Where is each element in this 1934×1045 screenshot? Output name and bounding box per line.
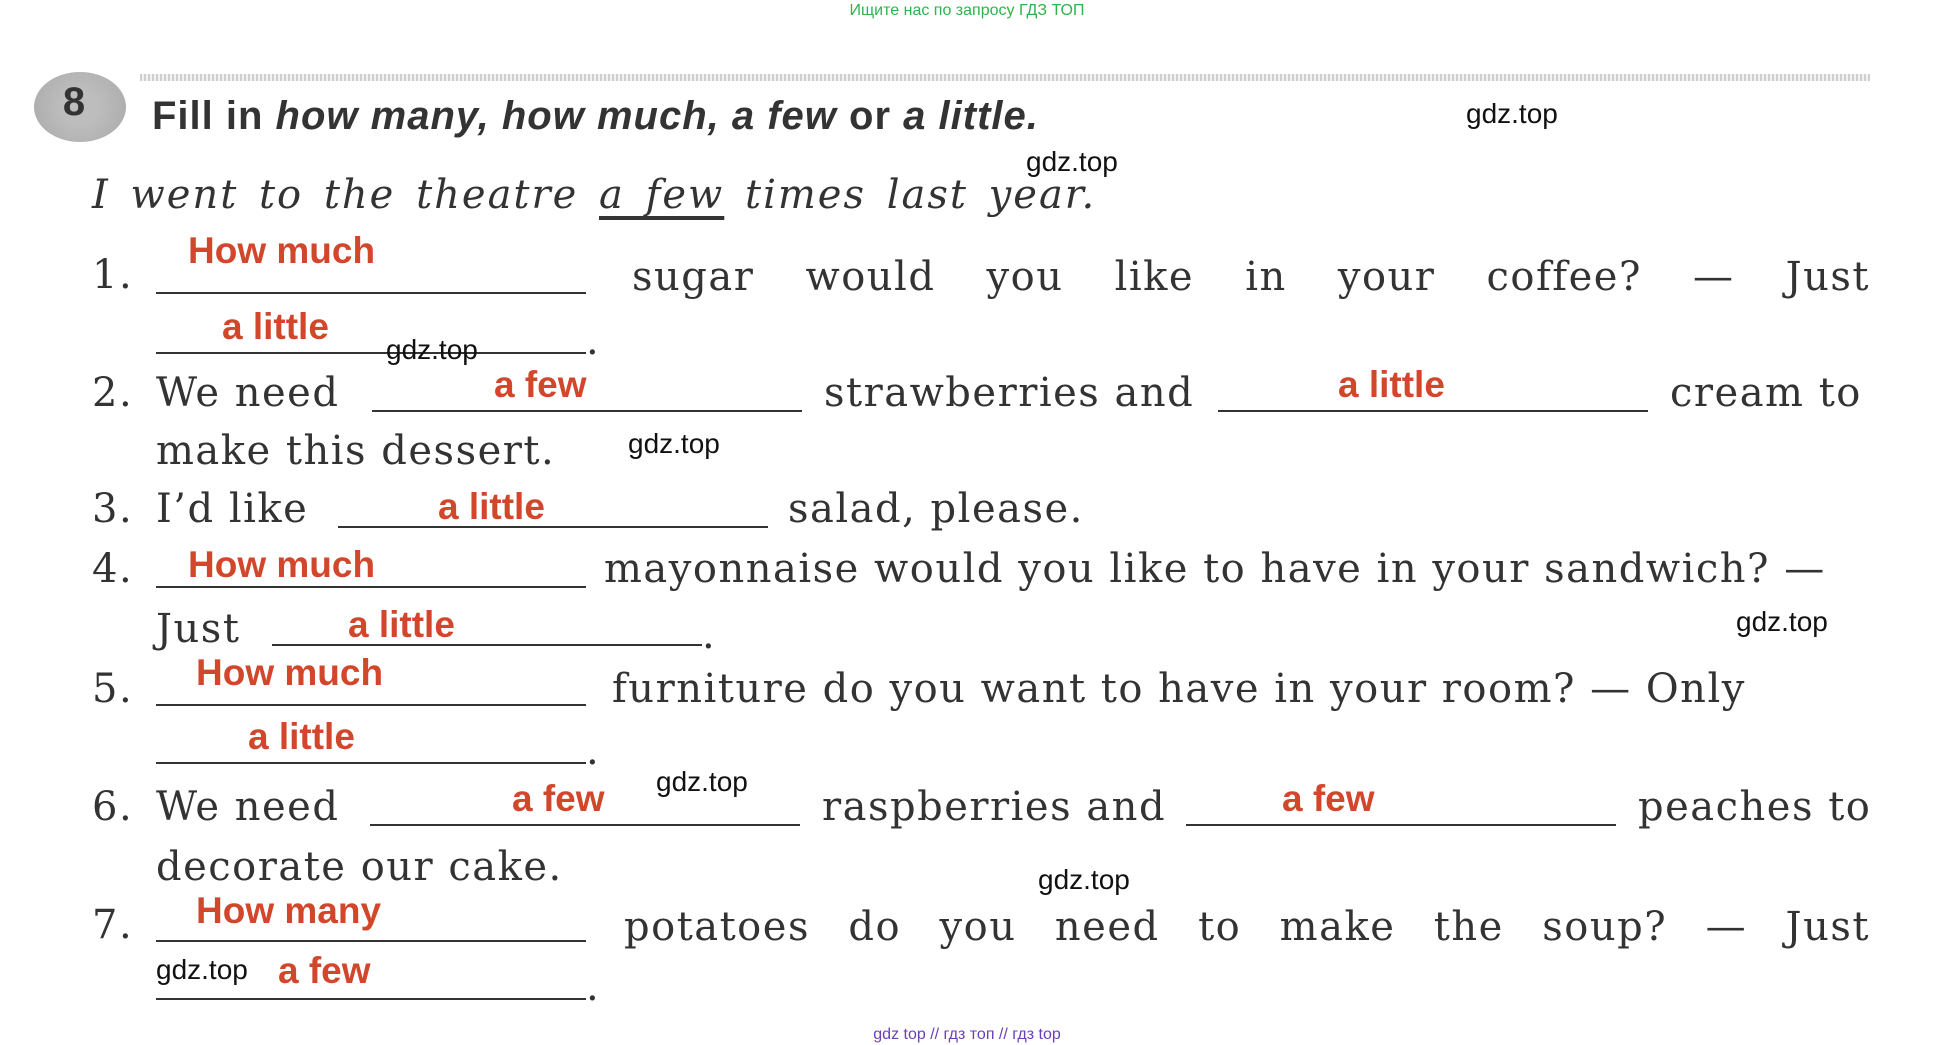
sentence-7-word: you	[939, 904, 1017, 950]
blank-4a[interactable]	[156, 586, 586, 588]
answer-4a: How much	[188, 544, 376, 585]
item-number-7: 7.	[92, 902, 134, 948]
sentence-7-word: do	[848, 904, 902, 950]
example-sentence: I went to the theatre a few times last year.	[92, 172, 1097, 218]
blank-2a[interactable]	[372, 410, 802, 412]
sentence-2-end: cream to	[1670, 370, 1862, 416]
sentence-7-word: make	[1279, 904, 1396, 950]
sentence-7-end: .	[586, 964, 601, 1010]
sentence-4-continue: Just	[156, 606, 241, 652]
watermark: gdz.top	[1038, 864, 1130, 895]
blank-3[interactable]	[338, 526, 768, 528]
sentence-5-end: .	[586, 728, 601, 774]
sentence-4-end: .	[702, 612, 717, 658]
answer-6a: a few	[512, 778, 605, 819]
answer-3: a little	[438, 486, 545, 527]
watermark: gdz.top	[386, 334, 478, 365]
answer-5b: a little	[248, 716, 355, 757]
sentence-7-word: Just	[1785, 904, 1870, 950]
blank-1b[interactable]	[156, 352, 586, 354]
sentence-2-middle: strawberries and	[824, 370, 1195, 416]
blank-1a[interactable]	[156, 292, 586, 294]
answer-6b: a few	[1282, 778, 1375, 819]
blank-4b[interactable]	[272, 644, 702, 646]
sentence-7-word: the	[1433, 904, 1504, 950]
sentence-4-text: mayonnaise would you like to have in your sandwich? —	[604, 546, 1826, 592]
sentence-1-word: Just	[1785, 254, 1870, 300]
sentence-5-text: furniture do you want to have in your room? — Only	[612, 666, 1746, 712]
sentence-6-end: peaches to	[1638, 784, 1872, 830]
sentence-1-word: in	[1245, 254, 1287, 300]
answer-4b: a little	[348, 604, 455, 645]
watermark: gdz.top	[628, 428, 720, 459]
item-number-2: 2.	[92, 370, 134, 416]
item-number-3: 3.	[92, 486, 134, 532]
watermark: gdz.top	[1026, 146, 1118, 177]
watermark: gdz.top	[656, 766, 748, 797]
watermark: gdz.top	[1466, 98, 1558, 129]
blank-7a[interactable]	[156, 940, 586, 942]
answer-1a: How much	[188, 230, 376, 271]
sentence-1-word: your	[1337, 254, 1436, 300]
sentence-1-end: .	[586, 318, 601, 364]
sentence-3-end: salad, please.	[788, 486, 1084, 532]
blank-7b[interactable]	[156, 998, 586, 1000]
item-number-4: 4.	[92, 546, 134, 592]
item-number-5: 5.	[92, 666, 134, 712]
sentence-3-start: I’d like	[156, 486, 309, 532]
answer-1b: a little	[222, 306, 329, 347]
sentence-1-word: coffee?	[1486, 254, 1642, 300]
sentence-7-text	[624, 904, 1870, 950]
sentence-6-continue: decorate our cake.	[156, 844, 563, 890]
exercise-number: 8	[62, 80, 86, 124]
sentence-1-word: would	[805, 254, 936, 300]
answer-7a: How many	[196, 890, 382, 931]
sentence-7-word: potatoes	[624, 904, 810, 950]
sentence-2-start: We need	[156, 370, 340, 416]
answer-7b: a few	[278, 950, 371, 991]
footer-note: gdz top // гдз топ // гдз top	[873, 1026, 1061, 1043]
blank-6b[interactable]	[1186, 824, 1616, 826]
sentence-2-continue: make this dessert.	[156, 428, 556, 474]
sentence-7-word: to	[1198, 904, 1242, 950]
sentence-1-word: —	[1692, 254, 1735, 300]
item-number-1: 1.	[92, 252, 134, 298]
answer-2b: a little	[1338, 364, 1445, 405]
blank-6a[interactable]	[370, 824, 800, 826]
item-number-6: 6.	[92, 784, 134, 830]
exercise-number-badge	[34, 72, 126, 142]
header-rule	[140, 74, 1870, 81]
sentence-1-word: sugar	[632, 254, 755, 300]
sentence-1-text	[632, 254, 1870, 300]
exercise-instruction: Fill in how many, how much, a few or a little.	[152, 94, 1039, 138]
sentence-1-word: like	[1114, 254, 1195, 300]
answer-2a: a few	[494, 364, 587, 405]
header-note: Ищите нас по запросу ГДЗ ТОП	[849, 2, 1085, 19]
sentence-7-word: —	[1705, 904, 1748, 950]
watermark: gdz.top	[156, 954, 248, 985]
watermark: gdz.top	[1736, 606, 1828, 637]
sentence-1-word: you	[986, 254, 1064, 300]
blank-5b[interactable]	[156, 762, 586, 764]
sentence-6-middle: raspberries and	[822, 784, 1167, 830]
sentence-7-word: need	[1054, 904, 1160, 950]
sentence-6-start: We need	[156, 784, 340, 830]
sentence-7-word: soup?	[1542, 904, 1668, 950]
blank-5a[interactable]	[156, 704, 586, 706]
blank-2b[interactable]	[1218, 410, 1648, 412]
answer-5a: How much	[196, 652, 384, 693]
